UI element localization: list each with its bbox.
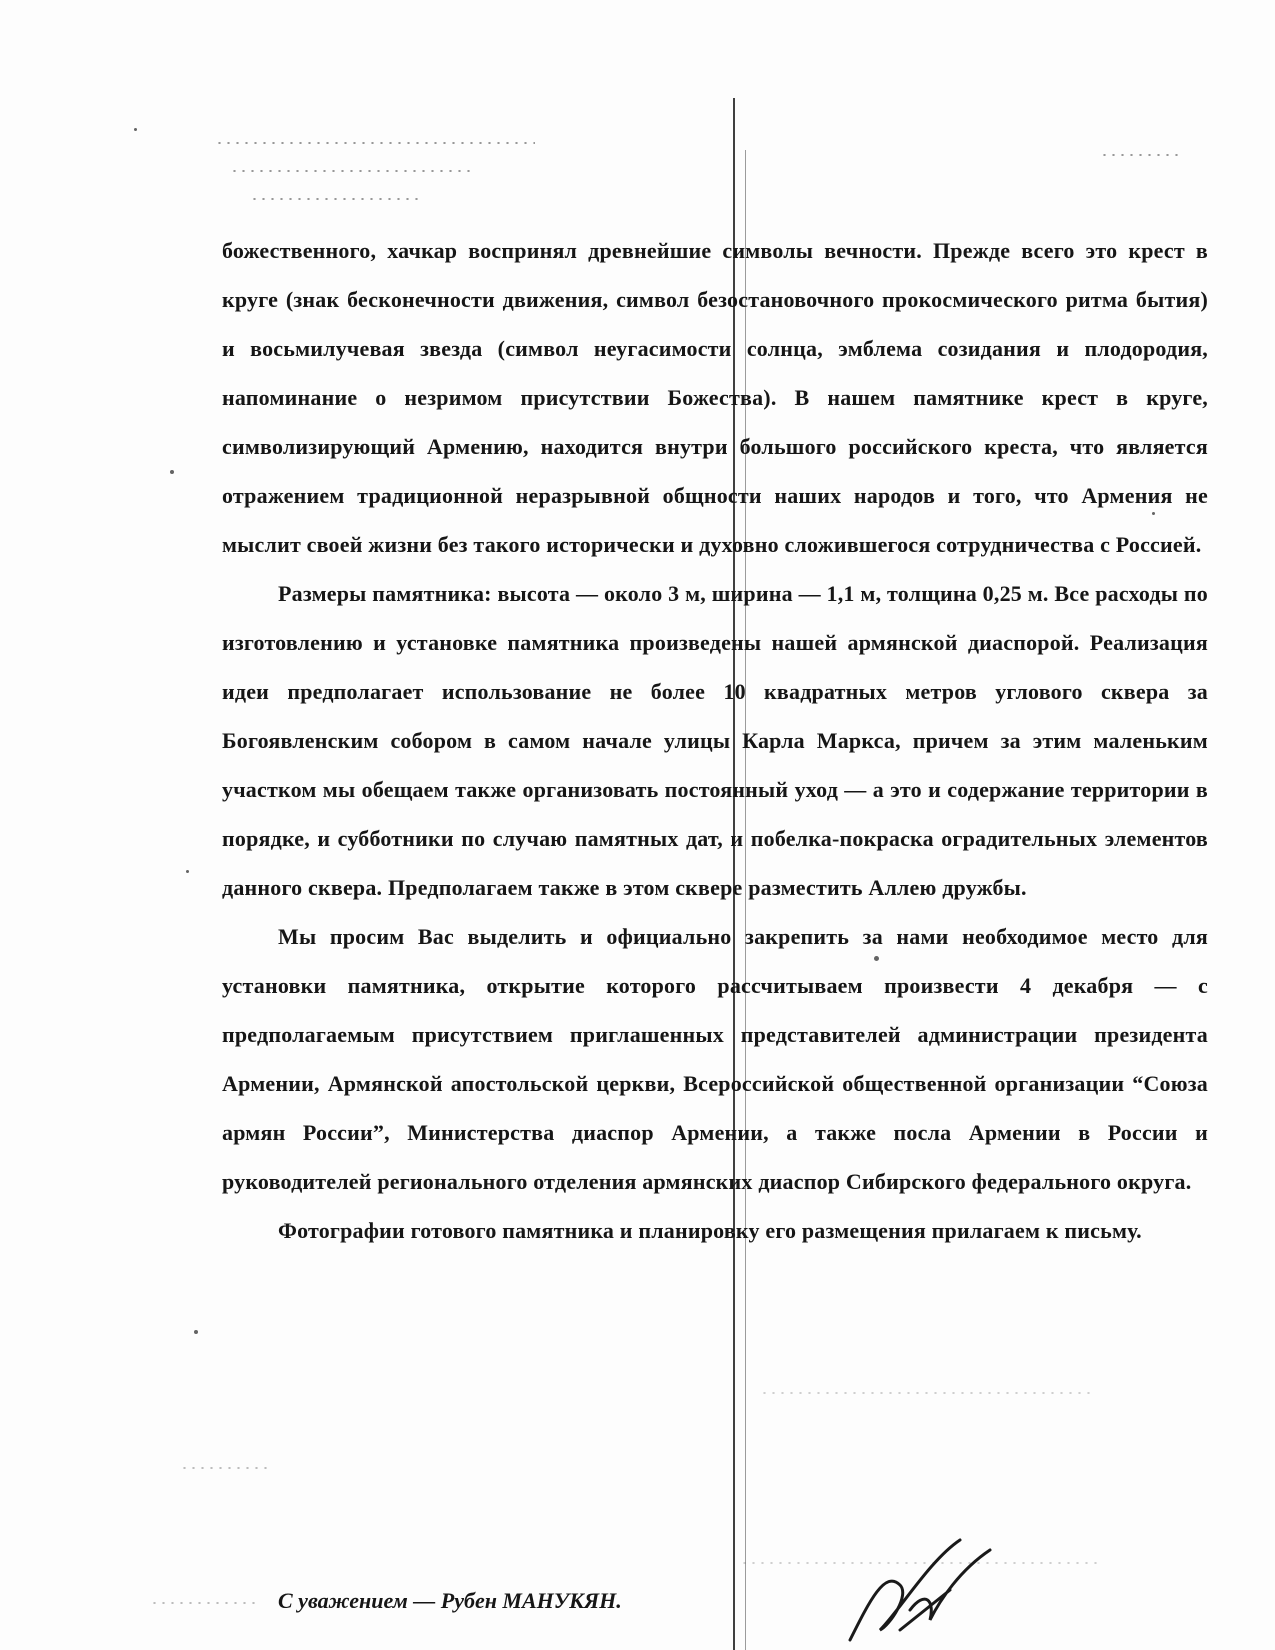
scan-noise [180,1465,270,1471]
closing-signature-text: С уважением — Рубен МАНУКЯН. [278,1588,622,1613]
paragraph-4: Фотографии готового памятника и планировку его размещения прилагаем к письму. [278,1218,1142,1243]
scan-noise [150,1600,260,1606]
letter-body [222,226,1208,1255]
scan-noise [215,140,535,146]
paragraph-2: Размеры памятника: высота — около 3 м, ширина — 1,1 м, толщина 0,25 м. Все расходы по изготовлению и установке памятника произведены нашей армянской диаспорой. Реализация идеи предполагает использование не более 10 квадратных метров углового сквера за Богоявленским собором в самом начале улицы Карла Маркса, причем за этим маленьким участком мы обещаем также организовать постоянный уход — а это и содержание территории в порядке, и субботники по случаю памятных дат, и побелка-покраска оградительных элементов данного сквера. Предполагаем также в этом сквере разместить Аллею дружбы. [222,581,1208,900]
paragraph-3: Мы просим Вас выделить и официально закрепить за нами необходимое место для установки памятника, открытие которого рассчитываем произвести 4 декабря — с предполагаемым присутствием приглашенных представителей администрации президента Армении, Армянской апостольской церкви, Всероссийской общественной организации “Союза армян России”, Министерства диаспор Армении, а также посла Армении в России и руководителей регионального отделения армянских диаспор Сибирского федерального округа. [222,924,1208,1194]
scan-noise [760,1390,1090,1396]
handwritten-signature [840,1530,1000,1650]
scan-noise [230,168,470,174]
paragraph-1: божественного, хачкар воспринял древнейшие символы вечности. Прежде всего это крест в круге (знак бесконечности движения, символ безостановочного прокосмического ритма бытия) и восьмилучевая звезда (символ неугасимости солнца, эмблема созидания и плодородия, напоминание о незримом присутствии Божества). В нашем памятнике крест в круге, символизирующий Армению, находится внутри большого российского креста, что является отражением традиционной неразрывной общности наших народов и того, что Армения не мыслит своей жизни без такого исторически и духовно сложившегося сотрудничества с Россией. [222,238,1208,557]
scan-speckle [134,128,137,131]
scan-speckle [194,1330,198,1334]
scan-noise [1100,152,1180,158]
scan-speckle [170,470,174,474]
scan-noise [250,196,420,202]
scan-speckle [186,870,189,873]
